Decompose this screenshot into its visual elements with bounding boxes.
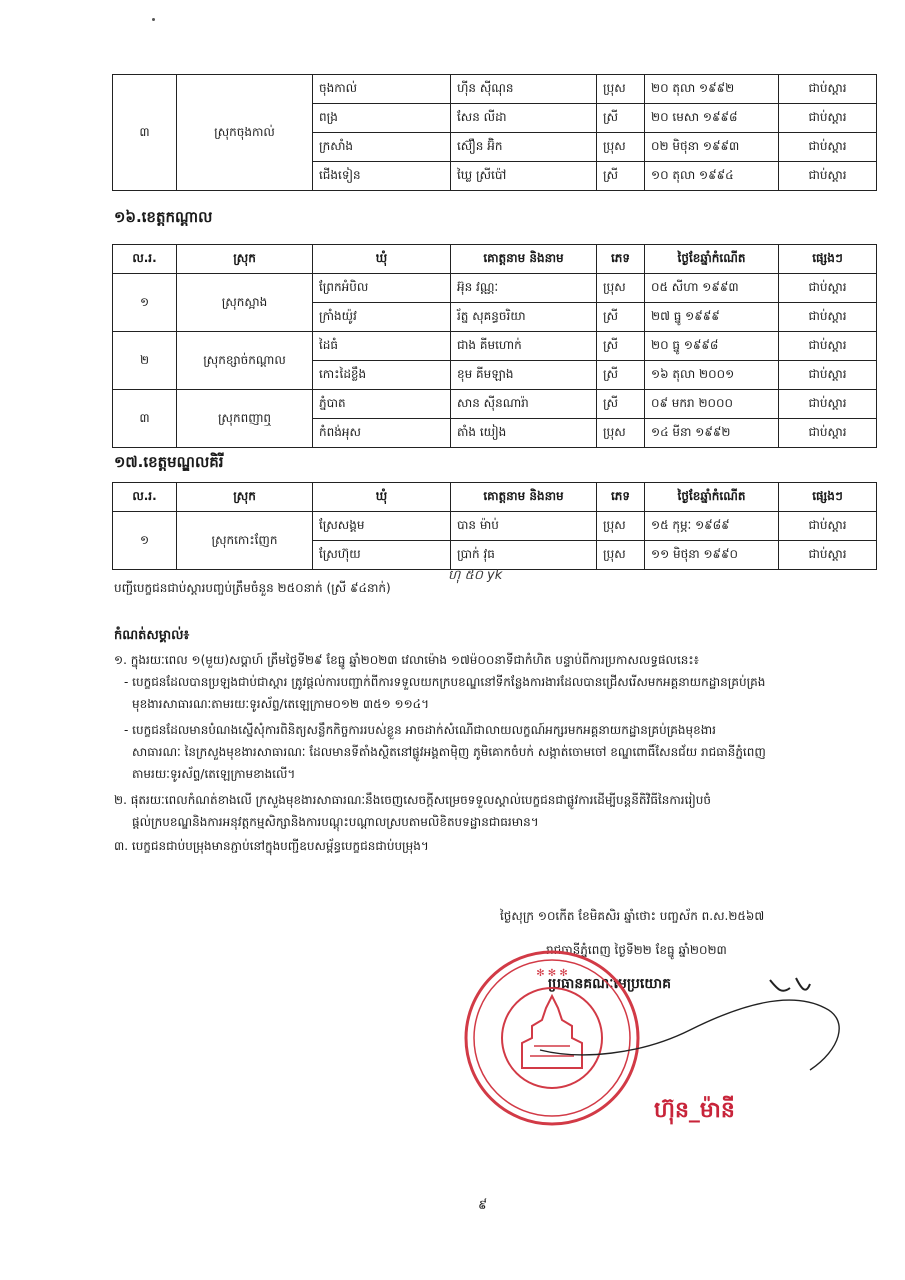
- commune-cell: ក្រាំងយ៉ូវ: [313, 303, 451, 332]
- dob-cell: ០៥ សីហា ១៩៩៣: [645, 274, 779, 303]
- dob-cell: ០៩ មករា ២០០០: [645, 390, 779, 419]
- name-cell: ស៊ឿន អ៊ិក: [451, 133, 597, 162]
- header-dob: ថ្ងៃខែឆ្នាំកំណើត: [645, 483, 779, 512]
- note-1b-line3: តាមរយៈទូរស័ព្ទ/តេឡេក្រាមខាងលើ។: [132, 767, 296, 781]
- district-name: ស្រុកកោះញែក: [177, 512, 313, 570]
- signature-scribble-icon: [520, 960, 860, 1080]
- dob-cell: ២៧ ធ្នូ ១៩៩៩: [645, 303, 779, 332]
- district-name: ស្រុកពញាឮ: [177, 390, 313, 448]
- table-header-row: [113, 245, 877, 274]
- district-number: ៣: [113, 75, 177, 191]
- commune-cell: ចុងកាល់: [313, 75, 451, 104]
- note-cell: ជាប់ស្ដារ: [779, 512, 877, 541]
- header-sex: ភេទ: [597, 245, 645, 274]
- district-number: ១: [113, 274, 177, 332]
- note-1a-line1: - បេក្ខជនដែលបានប្រឡងជាប់ជាស្ដារ ត្រូវផ្ដល់ការបញ្ជាក់ពីការទទួលយកក្របខណ្ឌនៅទីកន្លែងការងារដែលបានជ្រើសរើសមកអគ្គនាយកដ្ឋានគ្រប់គ្រង: [124, 675, 766, 689]
- dob-cell: ១១ មិថុនា ១៩៩០: [645, 541, 779, 570]
- sex-cell: ស្រី: [597, 162, 645, 191]
- table-continuation: [112, 74, 877, 191]
- sex-cell: ប្រុស: [597, 133, 645, 162]
- signatory-title: ប្រធានគណៈមេប្រយោគ: [548, 976, 672, 992]
- svg-text:✻ ✻ ✻: ✻ ✻ ✻: [536, 968, 568, 979]
- commune-cell: ស្រែហ៊ុយ: [313, 541, 451, 570]
- dob-cell: ២០ ធ្នូ ១៩៩៨: [645, 332, 779, 361]
- note-cell: ជាប់ស្ដារ: [779, 104, 877, 133]
- district-name: ស្រុកស្អាង: [177, 274, 313, 332]
- table-mondulkiri: [112, 482, 877, 570]
- header-commune: ឃុំ: [313, 483, 451, 512]
- summary-total: បញ្ជីបេក្ខជនជាប់ស្ដារបញ្ចប់ត្រឹមចំនួន ២៥០នាក់ (ស្រី ៩៤នាក់): [114, 581, 391, 595]
- page-number: ៩: [478, 1198, 488, 1213]
- commune-cell: ព្រែកអំបិល: [313, 274, 451, 303]
- table-row: [113, 332, 877, 361]
- name-cell: សាន ស៊ីនណារ៉ា: [451, 390, 597, 419]
- table-header-row: [113, 483, 877, 512]
- sex-cell: ប្រុស: [597, 419, 645, 448]
- note-cell: ជាប់ស្ដារ: [779, 390, 877, 419]
- district-name: ស្រុកខ្សាច់កណ្ដាល: [177, 332, 313, 390]
- district-number: ១: [113, 512, 177, 570]
- note-2-line1: ២. ផុតរយៈពេលកំណត់ខាងលើ ក្រសួងមុខងារសាធារណៈនឹងចេញសេចក្ដីសម្រេចទទួលស្គាល់បេក្ខជនជាផ្លូវការដើម្បីបន្តនីតិវិធីនៃការរៀបចំ: [114, 793, 712, 807]
- commune-cell: ស្រែសង្គម: [313, 512, 451, 541]
- name-cell: អ៊ុន វណ្ណៈ: [451, 274, 597, 303]
- dob-cell: ១៥ កុម្ភៈ ១៩៨៩: [645, 512, 779, 541]
- punch-mark: [152, 18, 155, 21]
- signatory-name: ហ៊ុន_ម៉ានី: [654, 1098, 735, 1123]
- commune-cell: ជើងទៀន: [313, 162, 451, 191]
- name-cell: ជាង គីមហោក់: [451, 332, 597, 361]
- commune-cell: ពង្រ: [313, 104, 451, 133]
- commune-cell: ដៃធំ: [313, 332, 451, 361]
- note-3: ៣. បេក្ខជនជាប់បម្រុងមានភ្ជាប់នៅក្នុងបញ្ជីឧបសម្ព័ន្ធបេក្ខជនជាប់បម្រុង។: [114, 839, 429, 853]
- notes-title: កំណត់សម្គាល់៖: [114, 628, 190, 643]
- header-district: ស្រុក: [177, 245, 313, 274]
- name-cell: បាន ម៉ាប់: [451, 512, 597, 541]
- header-note: ផ្សេងៗ: [779, 483, 877, 512]
- dob-cell: ១៦ តុលា ២០០១: [645, 361, 779, 390]
- commune-cell: ក្រសាំង: [313, 133, 451, 162]
- dob-cell: ០២ មិថុនា ១៩៩៣: [645, 133, 779, 162]
- name-cell: ឃ្លៃ ស្រីប៉ៅ: [451, 162, 597, 191]
- name-cell: ខុម គីមឡាង: [451, 361, 597, 390]
- sex-cell: ស្រី: [597, 390, 645, 419]
- note-1: ១. ក្នុងរយៈពេល ១(មួយ)សប្ដាហ៍ ត្រឹមថ្ងៃទី២៩ ខែធ្នូ ឆ្នាំ២០២៣ វេលាម៉ោង ១៧ម៉០០នាទីជាកំហិត បន្ទាប់ពីការប្រកាសលទ្ធផលនេះ៖: [114, 653, 699, 667]
- table-row: [113, 512, 877, 541]
- commune-cell: កំពង់អុស: [313, 419, 451, 448]
- section-title-kandal: ១៦.ខេត្តកណ្ដាល: [114, 208, 213, 226]
- date-lunar: ថ្ងៃសុក្រ ១០កើត ខែមិគសិរ ឆ្នាំថោះ បញ្ចស័ក ព.ស.២៥៦៧: [500, 909, 765, 923]
- note-cell: ជាប់ស្ដារ: [779, 133, 877, 162]
- note-cell: ជាប់ស្ដារ: [779, 162, 877, 191]
- note-1a-line2: មុខងារសាធារណៈតាមរយៈទូរស័ព្ទ/តេឡេក្រាម០១២ ៣៥១ ១១៤។: [132, 697, 430, 711]
- date-solar: រាជធានីភ្នំពេញ ថ្ងៃទី២២ ខែធ្នូ ឆ្នាំ២០២៣: [546, 943, 727, 957]
- name-cell: តាំង យៀង: [451, 419, 597, 448]
- note-1b-line2: សាធារណៈ នៃក្រសួងមុខងារសាធារណៈ ដែលមានទីតាំងស្ថិតនៅផ្លូវអង្គតាម៉ិញ ភូមិគោកចំបក់ សង្កាត់ចោមចៅ ខណ្ឌពោធិ៍សែនជ័យ រាជធានីភ្នំពេញ: [132, 745, 766, 759]
- header-no: ល.រ.: [113, 483, 177, 512]
- header-name: គោត្តនាម និងនាម: [451, 245, 597, 274]
- sex-cell: ប្រុស: [597, 512, 645, 541]
- note-cell: ជាប់ស្ដារ: [779, 419, 877, 448]
- commune-cell: ភ្នំបាត: [313, 390, 451, 419]
- dob-cell: ១៤ មីនា ១៩៩២: [645, 419, 779, 448]
- dob-cell: ២០ មេសា ១៩៩៨: [645, 104, 779, 133]
- table-row: [113, 390, 877, 419]
- sex-cell: ស្រី: [597, 361, 645, 390]
- sex-cell: ប្រុស: [597, 75, 645, 104]
- sex-cell: ស្រី: [597, 104, 645, 133]
- table-row: [113, 274, 877, 303]
- dob-cell: ១០ តុលា ១៩៩៤: [645, 162, 779, 191]
- header-name: គោត្តនាម និងនាម: [451, 483, 597, 512]
- sex-cell: ប្រុស: [597, 274, 645, 303]
- section-title-mondulkiri: ១៧.ខេត្តមណ្ឌលគិរី: [114, 453, 224, 471]
- commune-cell: កោះដៃខ្លឹង: [313, 361, 451, 390]
- name-cell: រ័ត្ន សុគន្ធចរិយា: [451, 303, 597, 332]
- dob-cell: ២០ តុលា ១៩៩២: [645, 75, 779, 104]
- note-cell: ជាប់ស្ដារ: [779, 332, 877, 361]
- header-sex: ភេទ: [597, 483, 645, 512]
- note-1b-line1: - បេក្ខជនដែលមានបំណងស្នើសុំការពិនិត្យសន្លឹកកិច្ចការរបស់ខ្លួន អាចដាក់សំណើជាលាយលក្ខណ៍អក្សរមកអគ្គនាយកដ្ឋានគ្រប់គ្រងមុខងារ: [124, 723, 716, 737]
- header-no: ល.រ.: [113, 245, 177, 274]
- note-cell: ជាប់ស្ដារ: [779, 274, 877, 303]
- note-cell: ជាប់ស្ដារ: [779, 541, 877, 570]
- district-number: ២: [113, 332, 177, 390]
- note-cell: ជាប់ស្ដារ: [779, 303, 877, 332]
- note-cell: ជាប់ស្ដារ: [779, 361, 877, 390]
- header-commune: ឃុំ: [313, 245, 451, 274]
- header-dob: ថ្ងៃខែឆ្នាំកំណើត: [645, 245, 779, 274]
- district-number: ៣: [113, 390, 177, 448]
- header-district: ស្រុក: [177, 483, 313, 512]
- name-cell: ហ៊ីន ស៊ីណុន: [451, 75, 597, 104]
- note-cell: ជាប់ស្ដារ: [779, 75, 877, 104]
- name-cell: សែន លីដា: [451, 104, 597, 133]
- table-row: [113, 75, 877, 104]
- district-name: ស្រុកចុងកាល់: [177, 75, 313, 191]
- name-cell: ប្រាក់ វុធ: [451, 541, 597, 570]
- summary-handwriting: ហុ ៥០ yk: [448, 568, 503, 583]
- header-note: ផ្សេងៗ: [779, 245, 877, 274]
- note-2-line2: ផ្ដល់ក្របខណ្ឌនិងការអនុវត្តកម្មសិក្សានិងការបណ្ដុះបណ្ដាលស្របតាមលិខិតបទដ្ឋានជាធរមាន។: [132, 815, 539, 829]
- table-kandal: [112, 244, 877, 448]
- sex-cell: ប្រុស: [597, 541, 645, 570]
- sex-cell: ស្រី: [597, 303, 645, 332]
- sex-cell: ស្រី: [597, 332, 645, 361]
